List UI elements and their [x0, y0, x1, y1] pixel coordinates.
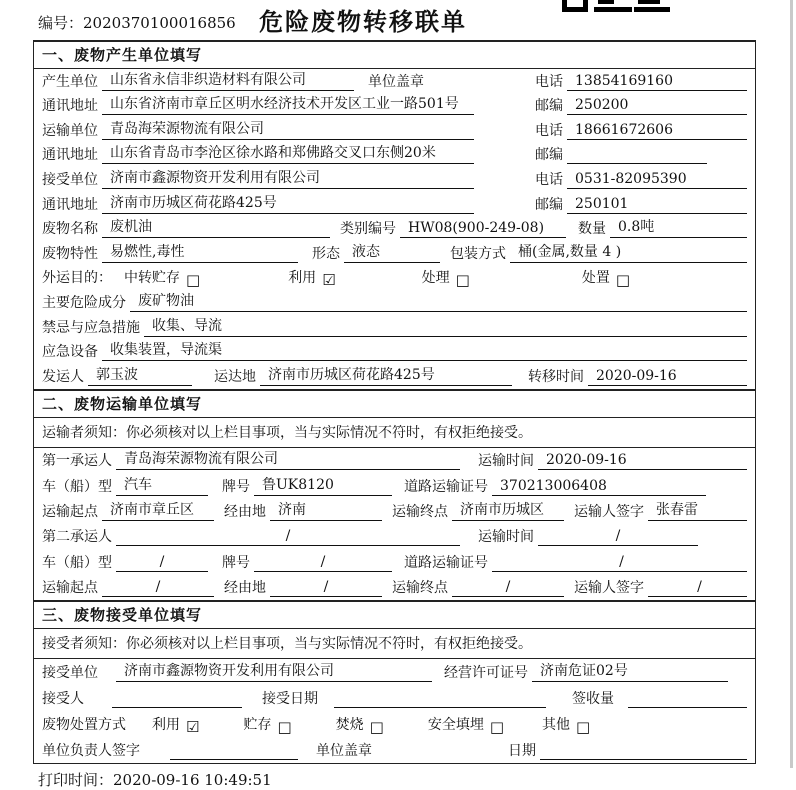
field-value: HW08(900-249-08) — [400, 220, 566, 238]
field-label: 牌号 — [222, 478, 250, 495]
doc-number-value: 2020370100016856 — [83, 14, 236, 32]
field-label: 应急设备 — [42, 344, 98, 361]
checkbox-store-label: 贮存 — [243, 717, 272, 734]
row-waste-name — [34, 217, 755, 242]
field-label: 道路运输证号 — [404, 554, 488, 571]
field-label: 邮编 — [535, 147, 563, 164]
checkbox-utilize-icon: ☑ — [322, 271, 336, 290]
row-transport-route-2 — [34, 575, 755, 600]
row-emergency-equipment — [34, 340, 755, 365]
field-label: 外运目的： — [42, 270, 112, 287]
qr-code-fragment-icon — [562, 0, 670, 13]
field-label: 运输终点 — [392, 580, 448, 597]
field-label: 通讯地址 — [42, 196, 98, 213]
field-value: 液态 — [344, 241, 440, 263]
field-value: 250101 — [567, 196, 747, 214]
field-value: / — [116, 528, 460, 546]
field-label: 运输时间 — [478, 453, 534, 470]
row-second-carrier — [34, 524, 755, 549]
row-shipper — [34, 364, 755, 389]
field-label: 单位盖章 — [316, 743, 372, 760]
row-transport-unit — [34, 118, 755, 143]
field-value: / — [116, 554, 208, 572]
field-label: 废物特性 — [42, 245, 98, 262]
row-disposal-method — [34, 711, 755, 737]
field-label: 形态 — [312, 245, 340, 262]
field-label: 运输单位 — [42, 122, 98, 139]
field-label: 运输起点 — [42, 580, 98, 597]
field-value: 济南 — [270, 499, 382, 521]
field-value — [334, 706, 546, 708]
checkbox-treat-icon: □ — [455, 271, 470, 290]
field-value: 山东省永信非织造材料有限公司 — [102, 69, 354, 91]
field-label: 产生单位 — [42, 73, 98, 90]
print-time-value: 2020-09-16 10:49:51 — [113, 771, 272, 790]
field-label: 邮编 — [535, 98, 563, 115]
doc-title: 危险废物转移联单 — [259, 7, 467, 36]
checkbox-landfill-label: 安全填埋 — [427, 717, 484, 734]
field-label: 运输终点 — [392, 503, 448, 520]
field-label: 接受人 — [42, 691, 84, 708]
field-value: 收集、导流 — [144, 315, 747, 337]
field-label: 禁忌与应急措施 — [42, 319, 140, 336]
field-value: 青岛海荣源物流有限公司 — [116, 448, 460, 470]
field-value: / — [648, 579, 747, 597]
field-value: 废机油 — [102, 216, 330, 238]
row-produce-unit — [34, 69, 755, 94]
field-label: 包装方式 — [450, 245, 506, 262]
field-value — [540, 758, 747, 760]
field-label: 接受单位 — [42, 171, 98, 188]
field-value — [170, 758, 298, 760]
field-value — [112, 706, 242, 708]
field-value: 青岛海荣源物流有限公司 — [102, 118, 474, 140]
field-label: 电话 — [535, 73, 563, 90]
field-value — [567, 162, 707, 164]
row-transport-address — [34, 143, 755, 168]
row-vehicle-type-1 — [34, 473, 755, 498]
field-value: 13854169160 — [567, 73, 747, 91]
field-label: 车（船）型 — [42, 554, 112, 571]
field-label: 通讯地址 — [42, 147, 98, 164]
field-value: 桶(金属,数量 4 ) — [510, 241, 747, 263]
field-label: 单位负责人签字 — [42, 743, 140, 760]
page-edge-divider — [790, 0, 793, 768]
field-value: 山东省济南市章丘区明水经济技术开发区工业一路501号 — [102, 93, 474, 115]
section-transporter — [33, 390, 756, 601]
field-value: / — [492, 554, 747, 572]
field-label: 运输人签字 — [574, 580, 644, 597]
row-outbound-purpose — [34, 266, 755, 291]
field-value: / — [102, 579, 214, 597]
checkbox-landfill-icon: □ — [489, 718, 505, 737]
field-value: 济南市历城区荷花路425号 — [102, 192, 474, 214]
section-producer-title: 一、废物产生单位填写 — [34, 42, 755, 69]
checkbox-utilize-label: 利用 — [152, 717, 180, 734]
row-transport-route-1 — [34, 499, 755, 524]
checkbox-dispose-label: 处置 — [581, 270, 610, 287]
field-value: 收集装置，导流渠 — [102, 339, 747, 361]
field-value: 张春雷 — [648, 499, 747, 521]
field-label: 第二承运人 — [42, 529, 112, 546]
checkbox-transfer-storage-icon: □ — [186, 271, 201, 290]
checkbox-utilize-icon: ☑ — [186, 718, 200, 737]
doc-header — [0, 0, 796, 40]
checkbox-incinerate-icon: □ — [369, 718, 384, 737]
field-value: 济南市章丘区 — [102, 499, 214, 521]
checkbox-transfer-storage-label: 中转贮存 — [124, 270, 180, 287]
checkbox-store-icon: □ — [277, 718, 292, 737]
field-label: 经由地 — [224, 503, 266, 520]
field-label: 经由地 — [224, 580, 266, 597]
checkbox-utilize-label: 利用 — [288, 270, 317, 287]
field-value: 鲁UK8120 — [254, 474, 392, 496]
row-waste-character — [34, 241, 755, 266]
field-label: 经营许可证号 — [444, 665, 528, 682]
field-value: 废矿物油 — [130, 290, 747, 312]
section-transporter-title: 二、废物运输单位填写 — [34, 391, 755, 418]
field-value: 250200 — [567, 97, 747, 115]
field-label: 接受单位 — [42, 665, 98, 682]
field-value: / — [452, 579, 564, 597]
field-label: 类别编号 — [340, 221, 396, 238]
field-label: 邮编 — [535, 196, 563, 213]
field-value: 郭玉波 — [88, 364, 192, 386]
field-value: 济南危证02号 — [532, 660, 728, 682]
field-label: 通讯地址 — [42, 98, 98, 115]
field-label: 转移时间 — [528, 368, 584, 385]
field-value: 2020-09-16 — [538, 452, 747, 470]
field-value: / — [538, 528, 698, 546]
receiver-notice: 接受者须知：你必须核对以上栏目事项，当与实际情况不符时，有权拒绝接受。 — [34, 629, 755, 659]
row-receive-unit — [34, 167, 755, 192]
print-time — [38, 769, 796, 790]
section-receiver-title: 三、废物接受单位填写 — [34, 602, 755, 629]
field-label: 废物处置方式 — [42, 717, 126, 734]
field-label: 数量 — [578, 221, 606, 238]
checkbox-other-label: 其他 — [542, 717, 571, 734]
field-label: 运达地 — [214, 368, 256, 385]
row-vehicle-type-2 — [34, 549, 755, 574]
field-value: 2020-09-16 — [588, 368, 747, 386]
row-receiver-unit — [34, 659, 755, 685]
field-label: 发运人 — [42, 368, 84, 385]
field-label: 主要危险成分 — [42, 294, 126, 311]
doc-number-label: 编号： — [38, 14, 84, 32]
field-label: 日期 — [508, 743, 536, 760]
section-receiver — [33, 601, 756, 764]
field-label: 接受日期 — [262, 691, 318, 708]
field-value: 济南市历城区 — [452, 499, 564, 521]
field-label: 废物名称 — [42, 221, 98, 238]
field-value: 370213006408 — [492, 478, 706, 496]
row-contraindication — [34, 315, 755, 340]
row-responsible-signature — [34, 737, 755, 763]
field-value: 济南市鑫源物资开发利用有限公司 — [116, 660, 432, 682]
row-receiver-person — [34, 685, 755, 711]
field-value: 济南市鑫源物资开发利用有限公司 — [102, 167, 474, 189]
row-main-hazard — [34, 290, 755, 315]
field-value: 18661672606 — [567, 122, 747, 140]
field-label: 运输人签字 — [574, 503, 644, 520]
checkbox-dispose-icon: □ — [615, 271, 631, 290]
field-label: 第一承运人 — [42, 453, 112, 470]
field-value: 汽车 — [116, 474, 208, 496]
checkbox-treat-label: 处理 — [421, 270, 450, 287]
field-label: 牌号 — [222, 554, 250, 571]
field-value: / — [254, 554, 392, 572]
field-value: 济南市历城区荷花路425号 — [260, 364, 512, 386]
field-value — [628, 706, 747, 708]
checkbox-other-icon: □ — [576, 718, 591, 737]
field-value: 易燃性,毒性 — [102, 241, 298, 263]
row-receive-address — [34, 192, 755, 217]
field-value: 0.8吨 — [610, 216, 747, 238]
field-label: 签收量 — [572, 691, 614, 708]
row-produce-address — [34, 94, 755, 119]
row-first-carrier — [34, 448, 755, 473]
field-value: 山东省青岛市李沧区徐水路和郑佛路交叉口东侧20米 — [102, 142, 474, 164]
field-value: 0531-82095390 — [567, 171, 747, 189]
field-label: 道路运输证号 — [404, 478, 488, 495]
checkbox-incinerate-label: 焚烧 — [335, 717, 364, 734]
field-label: 运输起点 — [42, 503, 98, 520]
print-time-label: 打印时间： — [38, 771, 114, 790]
section-producer — [33, 40, 756, 390]
transporter-notice: 运输者须知：你必须核对以上栏目事项，当与实际情况不符时，有权拒绝接受。 — [34, 418, 755, 448]
field-label: 单位盖章 — [368, 73, 424, 90]
field-label: 车（船）型 — [42, 478, 112, 495]
field-label: 电话 — [535, 171, 563, 188]
field-label: 电话 — [535, 122, 563, 139]
field-value: / — [270, 579, 382, 597]
field-label: 运输时间 — [478, 529, 534, 546]
